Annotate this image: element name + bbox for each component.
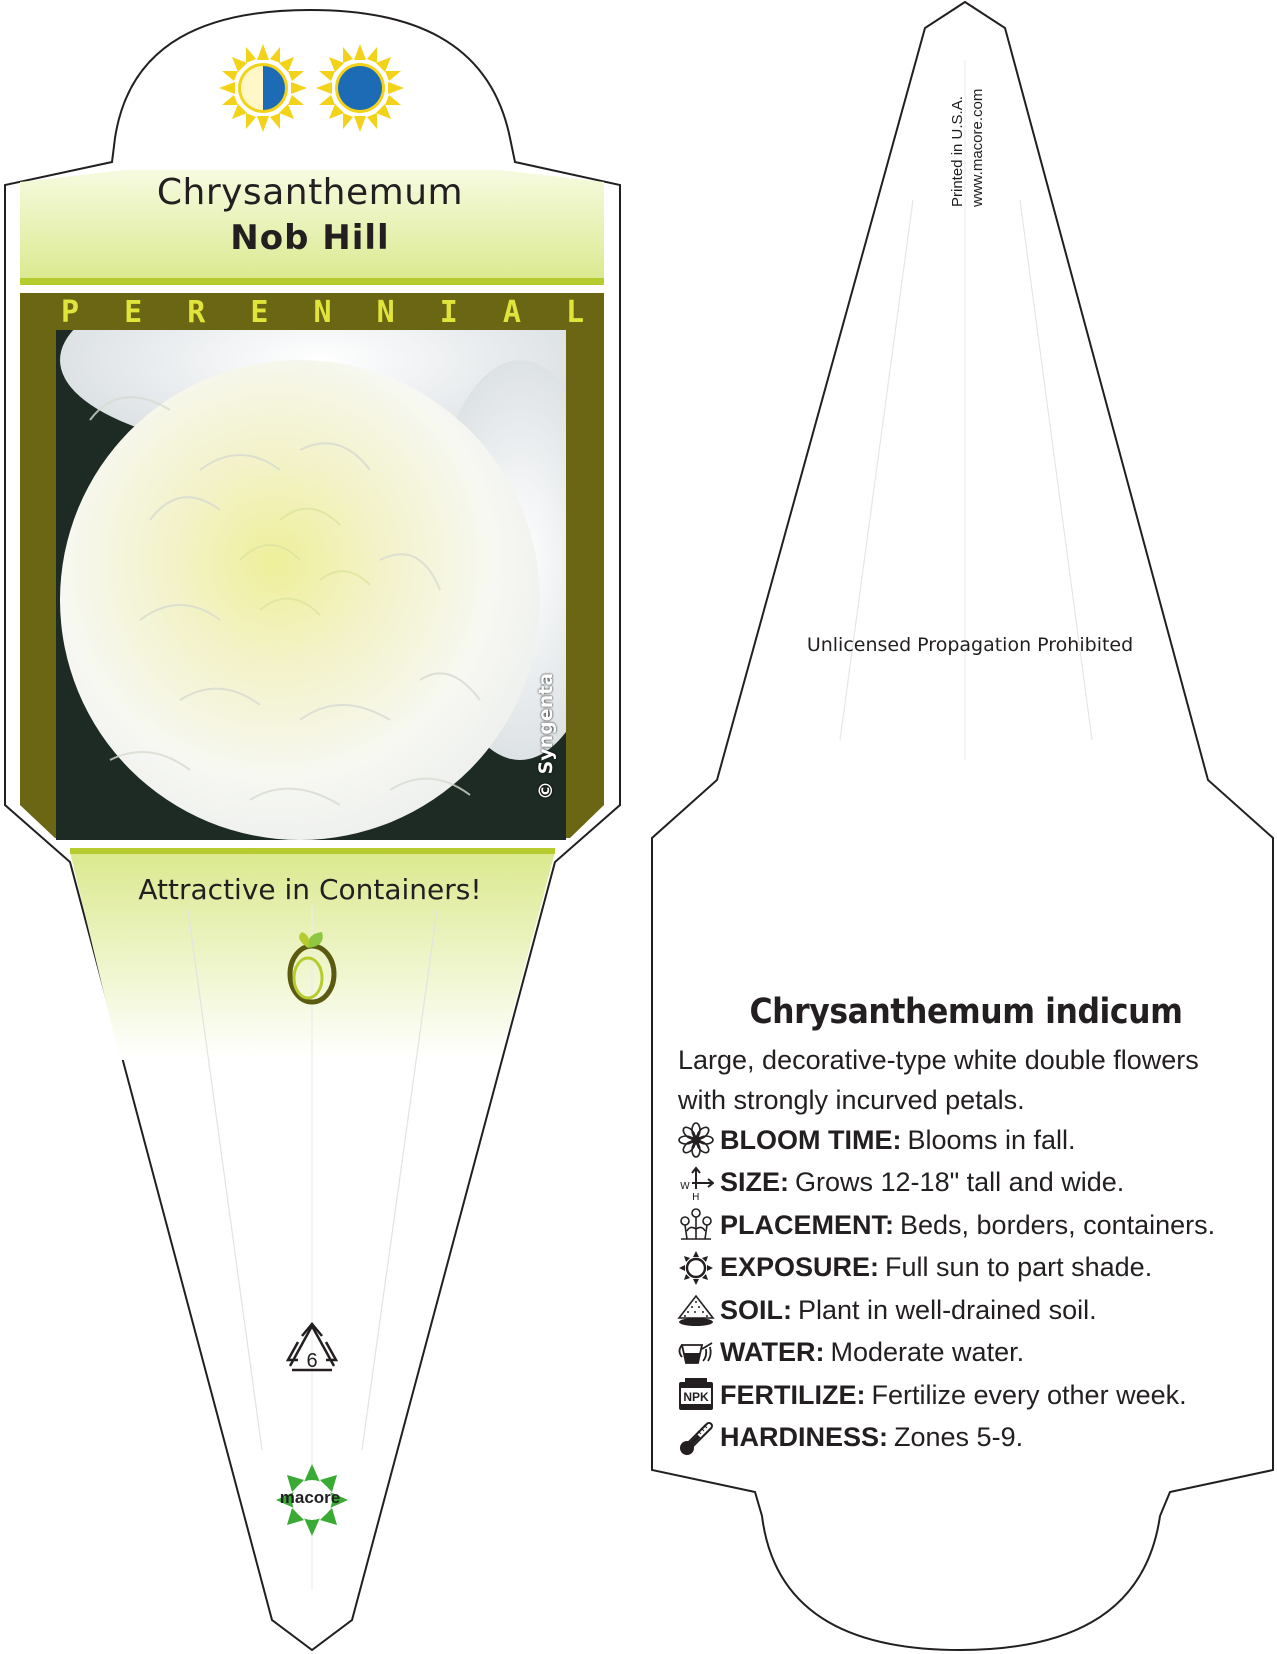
- photo-credit: © Syngenta: [535, 672, 557, 800]
- placement-plants-icon: [676, 1207, 716, 1243]
- category-perennial: [50, 295, 595, 330]
- thermometer-icon: [676, 1420, 716, 1456]
- care-text: Full sun to part shade.: [885, 1252, 1153, 1283]
- plant-variety-name: Nob Hill: [230, 218, 390, 258]
- care-label: SIZE:: [720, 1167, 790, 1198]
- sun-part-shade-icon: [219, 44, 307, 132]
- care-row-hardiness: [676, 1417, 1256, 1460]
- tagline: Attractive in Containers!: [138, 873, 482, 906]
- category-letter: N: [313, 295, 332, 330]
- care-label: SOIL:: [720, 1294, 792, 1325]
- care-label: WATER:: [720, 1337, 825, 1368]
- care-row-bloom: [676, 1119, 1256, 1162]
- plant-description: Large, decorative-type white double flowers with strongly incurved petals.: [678, 1045, 1199, 1115]
- unlicensed-notice: Unlicensed Propagation Prohibited: [806, 634, 1134, 656]
- category-letter: R: [187, 295, 206, 330]
- scientific-name: Chrysanthemum indicum: [749, 992, 1183, 1032]
- category-letter: E: [250, 295, 269, 330]
- care-row-soil: [676, 1289, 1256, 1332]
- care-text: Blooms in fall.: [907, 1124, 1076, 1155]
- plant-common-name: Chrysanthemum: [156, 172, 464, 213]
- care-row-placement: [676, 1204, 1256, 1247]
- printed-in-usa: [948, 89, 988, 207]
- category-letter: N: [376, 295, 395, 330]
- category-letter: A: [502, 295, 521, 330]
- bloom-flower-icon: [676, 1122, 716, 1158]
- care-info-list: [676, 1119, 1256, 1459]
- care-row-water: [676, 1332, 1256, 1375]
- care-label: FERTILIZE:: [720, 1379, 866, 1410]
- category-letter: L: [565, 295, 585, 330]
- size-w-letter: W: [680, 1180, 690, 1192]
- care-text: Fertilize every other week.: [871, 1379, 1187, 1410]
- soil-pile-icon: [676, 1292, 716, 1328]
- brand-name: macore: [279, 1488, 341, 1507]
- category-letter: P: [60, 295, 80, 330]
- category-letter: I: [439, 295, 458, 330]
- care-label: PLACEMENT:: [720, 1209, 894, 1240]
- care-row-size: [676, 1162, 1256, 1205]
- size-h-letter: H: [692, 1191, 700, 1201]
- care-text: Plant in well-drained soil.: [798, 1294, 1097, 1325]
- care-text: Grows 12-18" tall and wide.: [795, 1167, 1125, 1198]
- printed-line: Printed in U.S.A.: [949, 96, 966, 207]
- website-line: www.macore.com: [969, 88, 986, 207]
- care-text: Beds, borders, containers.: [900, 1209, 1216, 1240]
- care-text: Moderate water.: [830, 1337, 1025, 1368]
- category-letter: E: [124, 295, 143, 330]
- npk-fertilizer-icon: [676, 1377, 716, 1413]
- care-label: HARDINESS:: [720, 1422, 889, 1453]
- sun-exposure-icon: [676, 1250, 716, 1286]
- care-label: BLOOM TIME:: [720, 1124, 902, 1155]
- size-arrows-icon: [676, 1165, 716, 1201]
- care-row-fertilize: [676, 1374, 1256, 1417]
- recycle-number: 6: [306, 1350, 318, 1372]
- watering-can-icon: [676, 1335, 716, 1371]
- care-row-exposure: [676, 1247, 1256, 1290]
- npk-label: NPK: [683, 1390, 709, 1405]
- sun-full-icon: [316, 44, 404, 132]
- care-text: Zones 5-9.: [894, 1422, 1024, 1453]
- care-label: EXPOSURE:: [720, 1252, 880, 1283]
